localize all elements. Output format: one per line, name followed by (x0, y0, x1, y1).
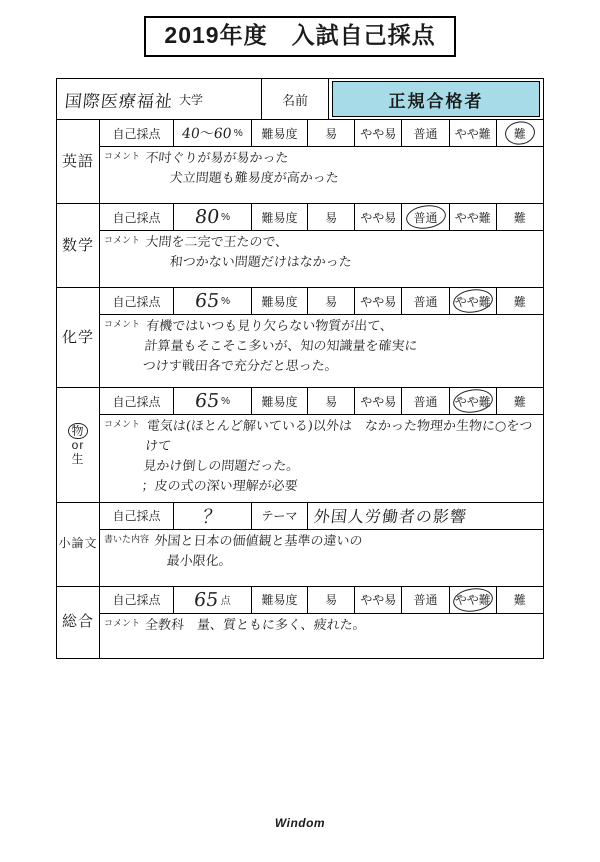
difficulty-option-somewhat-hard[interactable]: やや難 (450, 288, 497, 314)
comment-row-essay (100, 530, 543, 586)
scoresheet (56, 78, 544, 659)
difficulty-option-normal[interactable]: 普通 (402, 587, 449, 613)
school-suffix-label: 大学 (179, 92, 204, 107)
difficulty-label: 難易度 (252, 288, 308, 314)
difficulty-option-somewhat-easy[interactable]: やや易 (355, 120, 402, 146)
difficulty-option-somewhat-easy[interactable]: やや易 (355, 204, 402, 230)
subject-label-math: 数学 (57, 204, 100, 287)
comment-row-physics-biology (100, 415, 543, 502)
school-field (57, 79, 262, 119)
score-row-english (100, 120, 543, 147)
self-score-value-overall: 65 点 (174, 587, 252, 613)
comment-row-overall (100, 614, 543, 658)
subject-block-english (57, 120, 543, 204)
page-title-wrapper (0, 16, 600, 57)
comment-label: コメント (104, 151, 141, 161)
comment-text-math: 大問を二完で王たので、 和つかない問題だけはなかった (144, 235, 353, 271)
subject-block-physics-biology (57, 388, 543, 503)
difficulty-option-easy[interactable]: 易 (308, 204, 355, 230)
score-row-essay (100, 503, 543, 530)
comment-text-overall: 全教科 量、質ともに多く、疲れた。 (144, 617, 367, 633)
comment-row-math (100, 231, 543, 287)
subject-label-chemistry: 化学 (57, 288, 100, 387)
self-score-value-english: 40〜60 % (174, 120, 252, 146)
score-row-math (100, 204, 543, 231)
score-row-overall (100, 587, 543, 614)
name-label: 名前 (262, 79, 329, 119)
subject-block-math (57, 204, 543, 288)
difficulty-option-somewhat-easy[interactable]: やや易 (355, 388, 402, 414)
difficulty-option-normal[interactable]: 普通 (402, 120, 449, 146)
self-score-label: 自己採点 (100, 388, 174, 414)
difficulty-option-somewhat-hard[interactable]: やや難 (450, 388, 497, 414)
sheet-header (57, 79, 543, 120)
comment-text-english: 不吋ぐりが易が易かった 犬立問題も難易度が高かった (144, 151, 340, 187)
school-name-handwritten: 国際医療福祉 (63, 91, 174, 112)
self-score-value-essay: ？ (174, 503, 252, 529)
difficulty-option-somewhat-hard[interactable]: やや難 (450, 120, 497, 146)
difficulty-option-easy[interactable]: 易 (308, 288, 355, 314)
self-score-value-physics-biology: 65 % (174, 388, 252, 414)
self-score-label: 自己採点 (100, 587, 174, 613)
difficulty-option-hard[interactable]: 難 (513, 294, 526, 309)
difficulty-option-somewhat-easy[interactable]: やや易 (355, 288, 402, 314)
theme-value-essay: 外国人労働者の影響 (312, 507, 469, 527)
self-score-value-math: 80 % (174, 204, 252, 230)
comment-label: コメント (104, 617, 141, 628)
comment-text-physics-biology: 電気は(ほとんど解いている)以外は なかった物理か生物に○をつけて 見かけ倒しの問題だった。 ；皮の式の深い理解が必要 (140, 419, 533, 495)
difficulty-option-normal[interactable]: 普通 (402, 288, 449, 314)
difficulty-option-somewhat-easy[interactable]: やや易 (355, 587, 402, 613)
difficulty-option-somewhat-hard[interactable]: やや難 (450, 587, 497, 613)
difficulty-option-normal[interactable]: 普通 (402, 204, 449, 230)
subject-label-physics-biology (57, 388, 100, 502)
difficulty-option-easy[interactable]: 易 (308, 587, 355, 613)
subject-label-english: 英語 (57, 120, 100, 203)
result-cell (329, 79, 543, 119)
difficulty-option-somewhat-hard[interactable]: やや難 (450, 204, 497, 230)
difficulty-label: 難易度 (252, 388, 308, 414)
subject-label-overall: 総合 (57, 587, 100, 658)
footer-brand: Windom (274, 816, 326, 830)
difficulty-label: 難易度 (252, 587, 308, 613)
subject-block-chemistry (57, 288, 543, 388)
self-score-label: 自己採点 (100, 204, 174, 230)
difficulty-option-hard[interactable]: 難 (513, 210, 526, 225)
self-score-label: 自己採点 (100, 503, 174, 529)
comment-row-chemistry (100, 315, 543, 387)
theme-label: テーマ (252, 503, 308, 529)
self-score-label: 自己採点 (100, 288, 174, 314)
status-badge: 正規合格者 (332, 81, 540, 117)
comment-label: コメント (104, 235, 141, 245)
page-title: 2019年度 入試自己採点 (144, 16, 455, 57)
self-score-value-chemistry: 65 % (174, 288, 252, 314)
difficulty-option-hard[interactable]: 難 (497, 120, 543, 146)
written-content-label: 書いた内容 (104, 533, 150, 544)
difficulty-option-easy[interactable]: 易 (308, 388, 355, 414)
comment-row-english (100, 147, 543, 203)
subject-label-essay: 小論文 (57, 503, 100, 586)
difficulty-option-hard[interactable]: 難 (513, 593, 526, 608)
difficulty-label: 難易度 (252, 120, 308, 146)
subject-block-overall (57, 587, 543, 658)
difficulty-option-normal[interactable]: 普通 (402, 388, 449, 414)
difficulty-label: 難易度 (252, 204, 308, 230)
score-row-physics-biology (100, 388, 543, 415)
comment-label: コメント (104, 319, 141, 329)
subject-block-essay (57, 503, 543, 587)
self-score-label: 自己採点 (100, 120, 174, 146)
difficulty-option-easy[interactable]: 易 (308, 120, 355, 146)
subject-label-physics-biology-text: 物 or 生 (68, 423, 87, 467)
difficulty-option-hard[interactable]: 難 (513, 394, 526, 409)
score-row-chemistry (100, 288, 543, 315)
comment-label: コメント (104, 419, 141, 429)
comment-text-essay: 外国と日本の価値観と基準の違いの 最小限化。 (153, 533, 364, 569)
comment-text-chemistry: 有機ではいつも見り欠らない物質が出て、 計算量もそこそこ多いが、知の知識量を確実に つけす戦田各で充分だと思った。 (141, 319, 419, 375)
